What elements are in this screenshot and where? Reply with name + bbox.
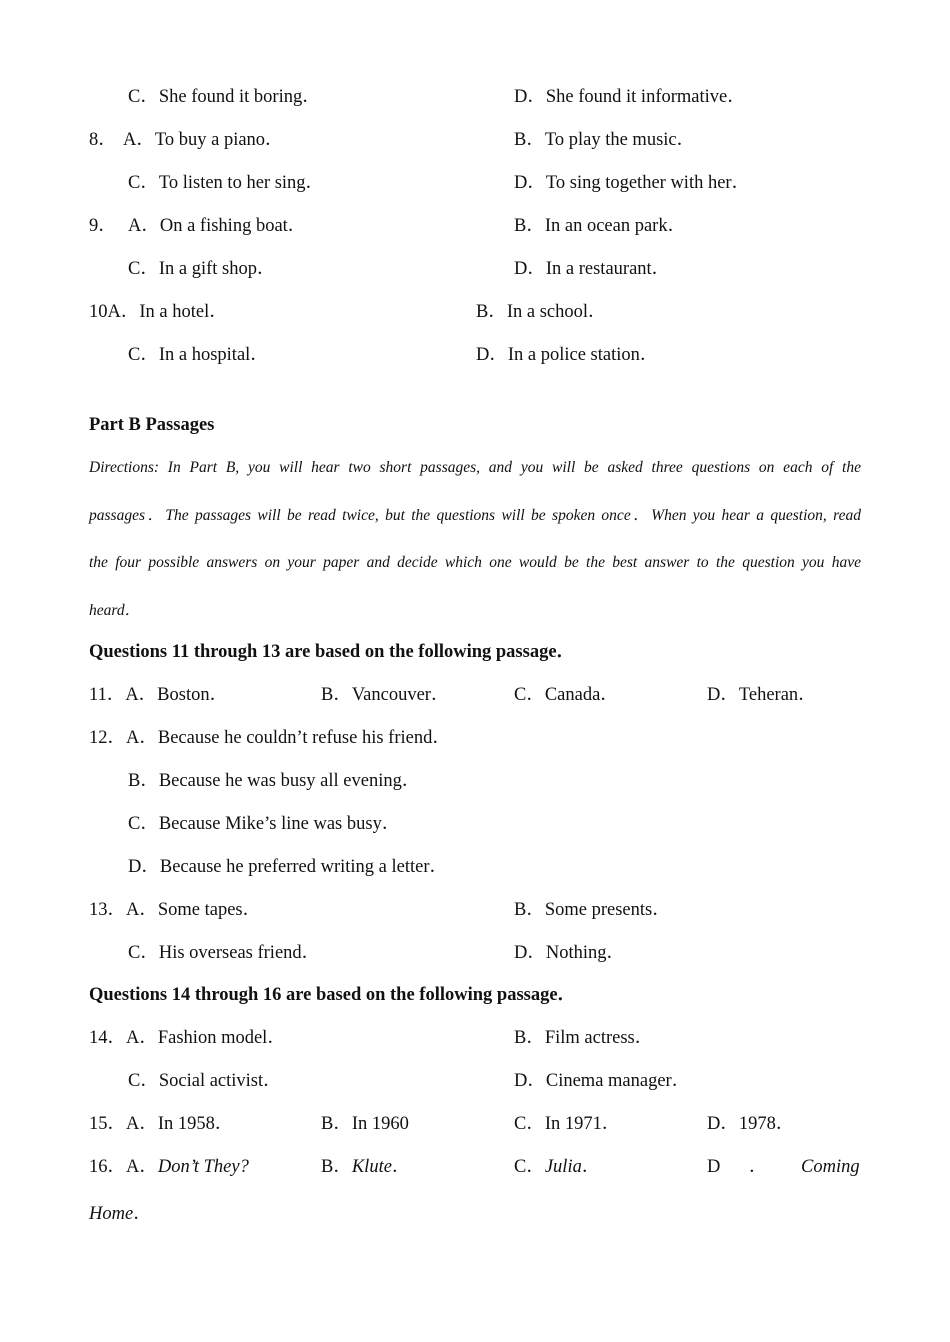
part-b-title: Part B Passages	[89, 415, 215, 435]
question-13-row-2	[0, 941, 950, 965]
q16-option-c	[514, 1155, 600, 1179]
directions-line-4: heard．	[89, 602, 141, 619]
q11-option-d: D．Teheran．	[707, 685, 817, 705]
directions-line-1: Directions: In Part B, you will hear two short passages, and you will be asked three questions on each of the	[89, 459, 861, 476]
question-16-row	[0, 1155, 950, 1179]
q9-number: 9．	[89, 216, 117, 236]
q16-option-a	[89, 1155, 249, 1179]
q16-b-suffix: ．	[391, 1157, 411, 1177]
q14-option-c: C．Social activist．	[128, 1071, 282, 1091]
q15-option-b: B．In 1960	[321, 1114, 409, 1134]
q10-option-d: D．In a police station．	[476, 345, 659, 365]
question-9-row-1	[0, 214, 950, 238]
q15-option-c: C．In 1971．	[514, 1114, 621, 1134]
q11-option-c: C．Canada．	[514, 685, 619, 705]
question-7-row-2	[0, 85, 950, 109]
q10-option-c: C．In a hospital．	[128, 345, 269, 365]
q9-option-a: A．On a fishing boat．	[128, 216, 307, 236]
question-12-row-d	[0, 855, 950, 879]
q8-option-a: A．To buy a piano．	[123, 130, 284, 150]
question-16-row-continued	[0, 1202, 950, 1226]
question-11-row	[0, 683, 950, 707]
q16-c-suffix: ．	[581, 1157, 601, 1177]
q16-d-title-part2: Home	[89, 1204, 134, 1224]
q16-d-dot: ．	[749, 1157, 768, 1177]
question-12-row-b	[0, 769, 950, 793]
question-12-row-a	[0, 726, 950, 750]
q15-option-a: 15．A．In 1958．	[89, 1114, 234, 1134]
q9-option-d: D．In a restaurant．	[514, 259, 671, 279]
directions-line-3: the four possible answers on your paper and decide which one would be the best answer to the question you have	[89, 554, 861, 571]
q8-option-c: C．To listen to her sing．	[128, 173, 325, 193]
question-14-row-2	[0, 1069, 950, 1093]
q8-option-d: D．To sing together with her．	[514, 173, 751, 193]
q8-number: 8．	[89, 130, 117, 150]
q11-option-a: 11．A．Boston．	[89, 685, 229, 705]
question-8-row-1	[0, 128, 950, 152]
q16-b-prefix: B．	[321, 1157, 352, 1177]
q16-a-title: Don’t They?	[157, 1157, 249, 1177]
q7-option-d: D．She found it informative．	[514, 87, 746, 107]
q16-option-b	[321, 1155, 410, 1179]
question-9-row-2	[0, 257, 950, 281]
q12-option-c: C．Because Mike’s line was busy．	[128, 814, 401, 834]
q13-option-d: D．Nothing．	[514, 943, 626, 963]
q11-option-b: B．Vancouver．	[321, 685, 450, 705]
q13-option-c: C．His overseas friend．	[128, 943, 321, 963]
q9-option-b: B．In an ocean park．	[514, 216, 687, 236]
q14-option-d: D．Cinema manager．	[514, 1071, 691, 1091]
q16-a-prefix: 16．A．	[89, 1157, 158, 1177]
q12-option-b: B．Because he was busy all evening．	[128, 771, 421, 791]
question-13-row-1	[0, 898, 950, 922]
q13-option-a: 13．A．Some tapes．	[89, 900, 262, 920]
q16-d-suffix: ．	[133, 1204, 152, 1224]
question-10-row-2	[0, 343, 950, 367]
question-8-row-2	[0, 171, 950, 195]
q16-d-title-part1: Coming	[801, 1157, 860, 1177]
q15-option-d: D．1978．	[707, 1114, 795, 1134]
q7-option-c: C．She found it boring．	[128, 87, 321, 107]
q16-c-title: Julia	[544, 1157, 582, 1177]
q10-option-b: B．In a school．	[476, 302, 607, 322]
question-14-row-1	[0, 1026, 950, 1050]
directions-line-2: passages．The passages will be read twice, but the questions will be spoken once．When you hear a question, read	[89, 507, 861, 524]
q13-option-b: B．Some presents．	[514, 900, 671, 920]
q8-option-b: B．To play the music．	[514, 130, 696, 150]
q16-d-continued	[89, 1202, 152, 1226]
q16-c-prefix: C．	[514, 1157, 545, 1177]
q12-option-d: D．Because he preferred writing a letter．	[128, 857, 449, 877]
q14-option-a: 14．A．Fashion model．	[89, 1028, 286, 1048]
question-10-row-1	[0, 300, 950, 324]
q16-b-title: Klute	[351, 1157, 392, 1177]
passage-1-heading: Questions 11 through 13 are based on the following passage．	[89, 642, 576, 662]
q12-option-a: 12．A．Because he couldn’t refuse his friend．	[89, 728, 451, 748]
q14-option-b: B．Film actress．	[514, 1028, 654, 1048]
q10-option-a: 10A．In a hotel．	[89, 302, 228, 322]
passage-2-heading: Questions 14 through 16 are based on the following passage．	[89, 985, 577, 1005]
q16-d-prefix: D	[707, 1157, 721, 1177]
question-12-row-c	[0, 812, 950, 836]
q9-option-c: C．In a gift shop．	[128, 259, 276, 279]
question-15-row	[0, 1112, 950, 1136]
